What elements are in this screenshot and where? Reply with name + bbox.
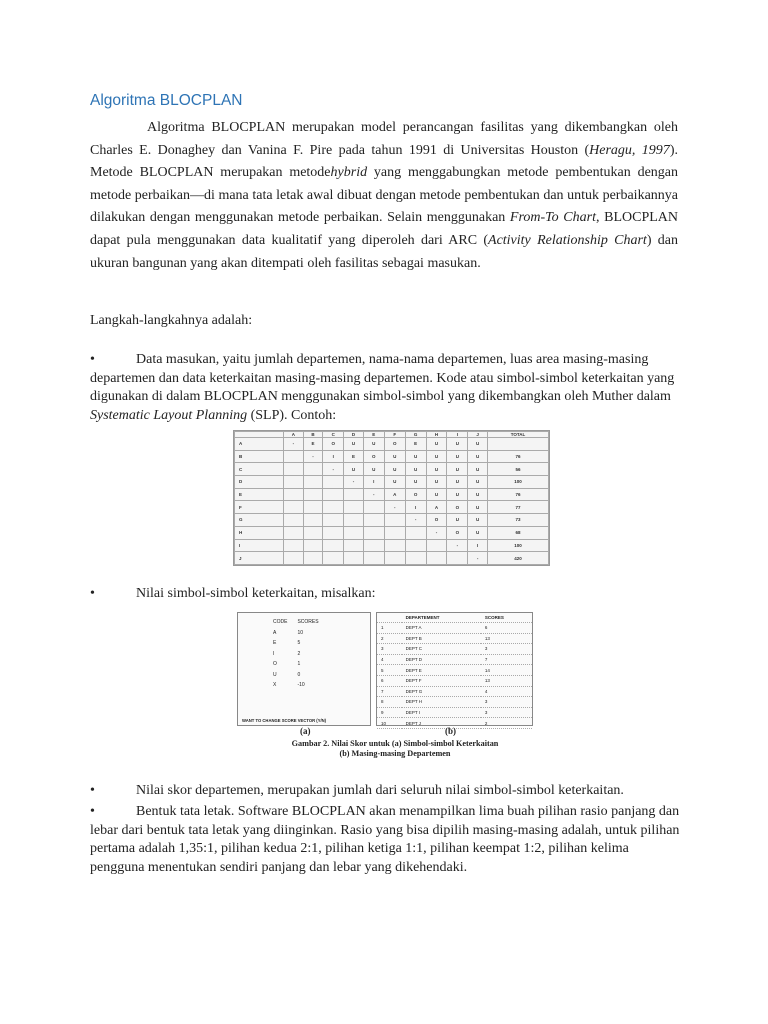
dept-cell: 3 [377, 644, 402, 655]
from-to-term: From-To Chart [509, 210, 596, 226]
table-cell [323, 501, 344, 514]
dept-row [377, 644, 532, 655]
table-cell: I [468, 539, 488, 552]
dept-cell: 13 [481, 675, 532, 686]
dept-cell: DEPT H [402, 697, 481, 708]
relationship-table-figure [233, 430, 550, 566]
table-row [235, 463, 549, 476]
table-cell: U [468, 450, 488, 463]
dept-header-cell [377, 613, 402, 623]
table-cell: O [363, 450, 384, 463]
table-cell: U [447, 450, 468, 463]
table-cell [284, 526, 304, 539]
score-cell: O [273, 661, 277, 668]
dept-row [377, 675, 532, 686]
table-cell [284, 501, 304, 514]
bullet-icon: • [90, 783, 95, 798]
dept-row [377, 633, 532, 644]
table-cell [344, 539, 364, 552]
table-cell [344, 488, 364, 501]
dept-cell: 1 [377, 623, 402, 634]
table-cell [426, 539, 447, 552]
table-cell: U [405, 476, 426, 489]
citation: Heragu, 1997 [589, 142, 670, 158]
table-cell [363, 552, 384, 565]
intro-text-5: ) dan ukuran bangunan yang akan ditempati oleh fasilitas sebagai masukan. [90, 232, 678, 271]
dept-cell: 2 [481, 718, 532, 729]
table-row [235, 488, 549, 501]
bullet1-text: Data masukan, yaitu jumlah departemen, nama-nama departemen, luas area masing-masing departemen dan data keterkaitan masing-masing departemen. Kode atau simbol-simbol keterkaitan yang digunakan di dalam BLOCPLAN menggunakan simbol-simbol yang dikembangkan oleh Muther dalam [90, 352, 675, 404]
dept-cell: DEPT I [402, 707, 481, 718]
table-cell [384, 514, 405, 527]
table-cell [363, 539, 384, 552]
table-cell: I [323, 450, 344, 463]
table-cell: U [468, 476, 488, 489]
table-cell [284, 514, 304, 527]
intro-text-1: Algoritma BLOCPLAN merupakan model perancangan fasilitas yang dikembangkan oleh Charles E. Donaghey dan Vanina F. Pire pada tahun 1991 di Universitas Houston ( [90, 120, 678, 158]
table-cell [303, 514, 323, 527]
table-cell: G [235, 514, 284, 527]
score-cell: 2 [297, 650, 301, 657]
table-cell: I [363, 476, 384, 489]
score-cell: 5 [297, 640, 301, 647]
table-cell: E [303, 438, 323, 451]
table-row [235, 539, 549, 552]
table-cell: 77 [488, 501, 549, 514]
table-cell: U [426, 488, 447, 501]
dept-cell: 3 [481, 697, 532, 708]
department-score-table [377, 613, 532, 729]
table-cell [447, 552, 468, 565]
score-row [273, 680, 329, 691]
table-cell: E [235, 488, 284, 501]
table-cell: U [447, 463, 468, 476]
panel-label-b: (b) [445, 726, 456, 736]
table-cell [384, 539, 405, 552]
table-cell: O [405, 488, 426, 501]
caption-line-2: (b) Masing-masing Departemen [339, 749, 451, 758]
dept-cell: 6 [377, 675, 402, 686]
table-header-cell: D [344, 432, 364, 438]
table-cell: U [468, 526, 488, 539]
table-cell [323, 514, 344, 527]
table-cell: O [447, 526, 468, 539]
section-heading: Algoritma BLOCPLAN [90, 92, 243, 109]
figure-caption [260, 739, 530, 759]
table-cell [284, 552, 304, 565]
intro-text-3: yang menggabungkan metode pembentukan dengan metode perbaikan—di mana tata letak awal dibuat dengan metode pembentukan dan untuk perbaikannya dilakukan dengan menggunakan metode perbaikan. Selain menggunakan [90, 165, 678, 226]
dept-cell: DEPT B [402, 633, 481, 644]
table-cell [284, 488, 304, 501]
table-cell: - [384, 501, 405, 514]
table-cell [284, 539, 304, 552]
table-cell [323, 526, 344, 539]
table-cell [363, 501, 384, 514]
dept-cell: 3 [481, 644, 532, 655]
score-cell: I [273, 650, 275, 657]
table-cell: J [235, 552, 284, 565]
table-cell: U [426, 463, 447, 476]
table-cell [426, 552, 447, 565]
table-cell [405, 552, 426, 565]
table-cell: U [468, 463, 488, 476]
table-cell: - [303, 450, 323, 463]
table-cell: A [235, 438, 284, 451]
table-cell: U [447, 476, 468, 489]
table-row [235, 526, 549, 539]
table-cell: I [235, 539, 284, 552]
table-header-cell: A [284, 432, 304, 438]
table-cell [303, 552, 323, 565]
dept-cell: 6 [481, 623, 532, 634]
table-row [235, 438, 549, 451]
table-row [235, 476, 549, 489]
table-cell: 76 [488, 450, 549, 463]
table-cell: 100 [488, 539, 549, 552]
table-row [235, 514, 549, 527]
table-row [235, 450, 549, 463]
table-cell [303, 488, 323, 501]
intro-paragraph [90, 117, 678, 275]
table-cell: U [363, 463, 384, 476]
dept-header-cell: SCORES [481, 613, 532, 623]
table-cell [303, 501, 323, 514]
hybrid-term: hybrid [330, 165, 368, 181]
dept-cell: 7 [377, 686, 402, 697]
table-cell: 56 [488, 463, 549, 476]
dept-cell: 7 [481, 654, 532, 665]
dept-cell: DEPT E [402, 665, 481, 676]
table-cell: - [426, 526, 447, 539]
table-header-cell: I [447, 432, 468, 438]
table-cell: D [235, 476, 284, 489]
table-cell: A [384, 488, 405, 501]
table-cell: E [344, 450, 364, 463]
table-cell [284, 463, 304, 476]
table-cell: - [344, 476, 364, 489]
table-cell: I [405, 501, 426, 514]
score-row [273, 670, 329, 681]
dept-cell: 5 [377, 665, 402, 676]
table-cell: - [405, 514, 426, 527]
dept-cell: 9 [377, 707, 402, 718]
table-cell: 76 [488, 488, 549, 501]
table-cell: O [384, 438, 405, 451]
bullet-icon: • [90, 586, 95, 601]
steps-label: Langkah-langkahnya adalah: [90, 313, 253, 328]
table-cell: B [235, 450, 284, 463]
dept-cell: DEPT A [402, 623, 481, 634]
symbol-score-table [273, 617, 329, 691]
dept-header-cell: DEPARTEMENT [402, 613, 481, 623]
table-cell [284, 450, 304, 463]
department-score-panel [376, 612, 533, 726]
table-cell: O [426, 514, 447, 527]
table-cell: U [426, 450, 447, 463]
arc-term: Activity Relationship Chart [488, 232, 647, 248]
table-cell: U [384, 450, 405, 463]
table-cell [488, 438, 549, 451]
table-cell [363, 514, 384, 527]
caption-line-1: Gambar 2. Nilai Skor untuk (a) Simbol-simbol Keterkaitan [291, 739, 499, 748]
table-cell: E [405, 438, 426, 451]
intro-text-2: ). Metode BLOCPLAN merupakan metode [90, 142, 678, 181]
bullet-icon: • [90, 352, 95, 367]
bullet3-text: Nilai skor departemen, merupakan jumlah dari seluruh nilai simbol-simbol keterkaitan. [136, 783, 624, 798]
table-cell [323, 552, 344, 565]
score-cell: U [273, 671, 277, 678]
dept-cell: 3 [481, 707, 532, 718]
table-cell: F [235, 501, 284, 514]
dept-cell: 2 [377, 633, 402, 644]
table-cell: C [235, 463, 284, 476]
slp-term: Systematic Layout Planning [90, 407, 248, 423]
symbol-score-panel [237, 612, 371, 726]
table-cell [344, 501, 364, 514]
table-row [235, 552, 549, 565]
table-cell: U [426, 438, 447, 451]
table-cell: H [235, 526, 284, 539]
table-cell: - [363, 488, 384, 501]
score-header-cell: SCORES [297, 619, 319, 626]
score-cell: 0 [297, 671, 301, 678]
table-cell: U [384, 463, 405, 476]
dept-cell: DEPT G [402, 686, 481, 697]
table-cell: - [323, 463, 344, 476]
table-cell: U [468, 501, 488, 514]
bullet-department-score [90, 782, 680, 801]
table-cell [284, 476, 304, 489]
score-header-cell: CODE [273, 619, 288, 626]
table-cell: U [405, 450, 426, 463]
table-cell: U [447, 488, 468, 501]
bullet-input-data [90, 351, 680, 425]
score-row [273, 649, 329, 660]
bullet2-text: Nilai simbol-simbol keterkaitan, misalkan: [136, 586, 376, 601]
bullet-symbol-values [90, 585, 680, 604]
score-figure [230, 608, 535, 775]
table-cell: U [447, 514, 468, 527]
dept-cell: DEPT C [402, 644, 481, 655]
table-cell: U [426, 476, 447, 489]
table-cell [303, 463, 323, 476]
table-cell: A [426, 501, 447, 514]
relationship-table [234, 431, 549, 565]
dept-cell: 4 [481, 686, 532, 697]
table-cell [303, 476, 323, 489]
table-cell: 420 [488, 552, 549, 565]
table-cell [384, 526, 405, 539]
dept-cell: 14 [481, 665, 532, 676]
table-cell [323, 476, 344, 489]
dept-row [377, 707, 532, 718]
panel-label-a: (a) [300, 726, 311, 736]
table-cell: U [468, 488, 488, 501]
score-cell: 1 [297, 661, 301, 668]
table-cell [344, 552, 364, 565]
dept-row [377, 697, 532, 708]
dept-cell: DEPT J [402, 718, 481, 729]
dept-row [377, 686, 532, 697]
table-cell [303, 539, 323, 552]
table-cell: 100 [488, 476, 549, 489]
table-cell: U [468, 514, 488, 527]
table-cell [323, 488, 344, 501]
dept-row [377, 654, 532, 665]
table-header-cell: G [405, 432, 426, 438]
table-cell: U [384, 476, 405, 489]
table-cell [405, 539, 426, 552]
dept-cell: 13 [481, 633, 532, 644]
table-cell: U [405, 463, 426, 476]
table-cell: U [447, 438, 468, 451]
table-cell: U [363, 438, 384, 451]
bullet1-text-end: (SLP). Contoh: [247, 407, 337, 423]
table-header-cell: F [384, 432, 405, 438]
dept-cell: 10 [377, 718, 402, 729]
table-row [235, 501, 549, 514]
table-cell: - [284, 438, 304, 451]
table-header-cell: B [303, 432, 323, 438]
bullet-layout-shape [90, 803, 680, 877]
score-cell: X [273, 682, 277, 689]
table-cell: 73 [488, 514, 549, 527]
dept-cell: 8 [377, 697, 402, 708]
table-cell [405, 526, 426, 539]
table-cell [384, 552, 405, 565]
score-row [273, 628, 329, 639]
score-cell: E [273, 640, 277, 647]
table-cell: 68 [488, 526, 549, 539]
table-header-cell: TOTAL [488, 432, 549, 438]
table-cell [344, 514, 364, 527]
table-cell: O [447, 501, 468, 514]
dept-cell: 4 [377, 654, 402, 665]
table-cell: U [344, 463, 364, 476]
table-header-cell: C [323, 432, 344, 438]
score-cell: A [273, 629, 277, 636]
table-header-cell: H [426, 432, 447, 438]
table-cell [303, 526, 323, 539]
table-cell [344, 526, 364, 539]
table-cell: U [468, 438, 488, 451]
bullet-icon: • [90, 804, 95, 819]
score-row [273, 638, 329, 649]
table-cell: - [447, 539, 468, 552]
table-cell: - [468, 552, 488, 565]
table-header-cell: E [363, 432, 384, 438]
score-vector-note: WANT TO CHANGE SCORE VECTOR (Y/N) [242, 718, 327, 723]
table-header-cell: J [468, 432, 488, 438]
dept-cell: DEPT D [402, 654, 481, 665]
score-row [273, 659, 329, 670]
table-cell [363, 526, 384, 539]
table-cell: O [323, 438, 344, 451]
intro-text-4: , BLOCPLAN dapat pula menggunakan data kualitatif yang diperoleh dari ARC ( [90, 210, 678, 248]
score-cell: 10 [297, 629, 304, 636]
bullet4-text: Bentuk tata letak. Software BLOCPLAN akan menampilkan lima buah pilihan rasio panjang dan lebar dari bentuk tata letak yang diinginkan. Rasio yang bisa dipilih masing-masing adalah, untuk pilihan pertama adalah 1,35:1, pilihan kedua 2:1, pilihan ketiga 1:1, pilihan keempat 1:2, pilihan kelima pengguna menentukan sendiri panjang dan lebar yang dikehendaki. [90, 804, 680, 875]
table-cell [323, 539, 344, 552]
dept-row [377, 665, 532, 676]
score-cell: -10 [297, 682, 305, 689]
dept-row [377, 623, 532, 634]
dept-cell: DEPT F [402, 675, 481, 686]
table-cell: U [344, 438, 364, 451]
